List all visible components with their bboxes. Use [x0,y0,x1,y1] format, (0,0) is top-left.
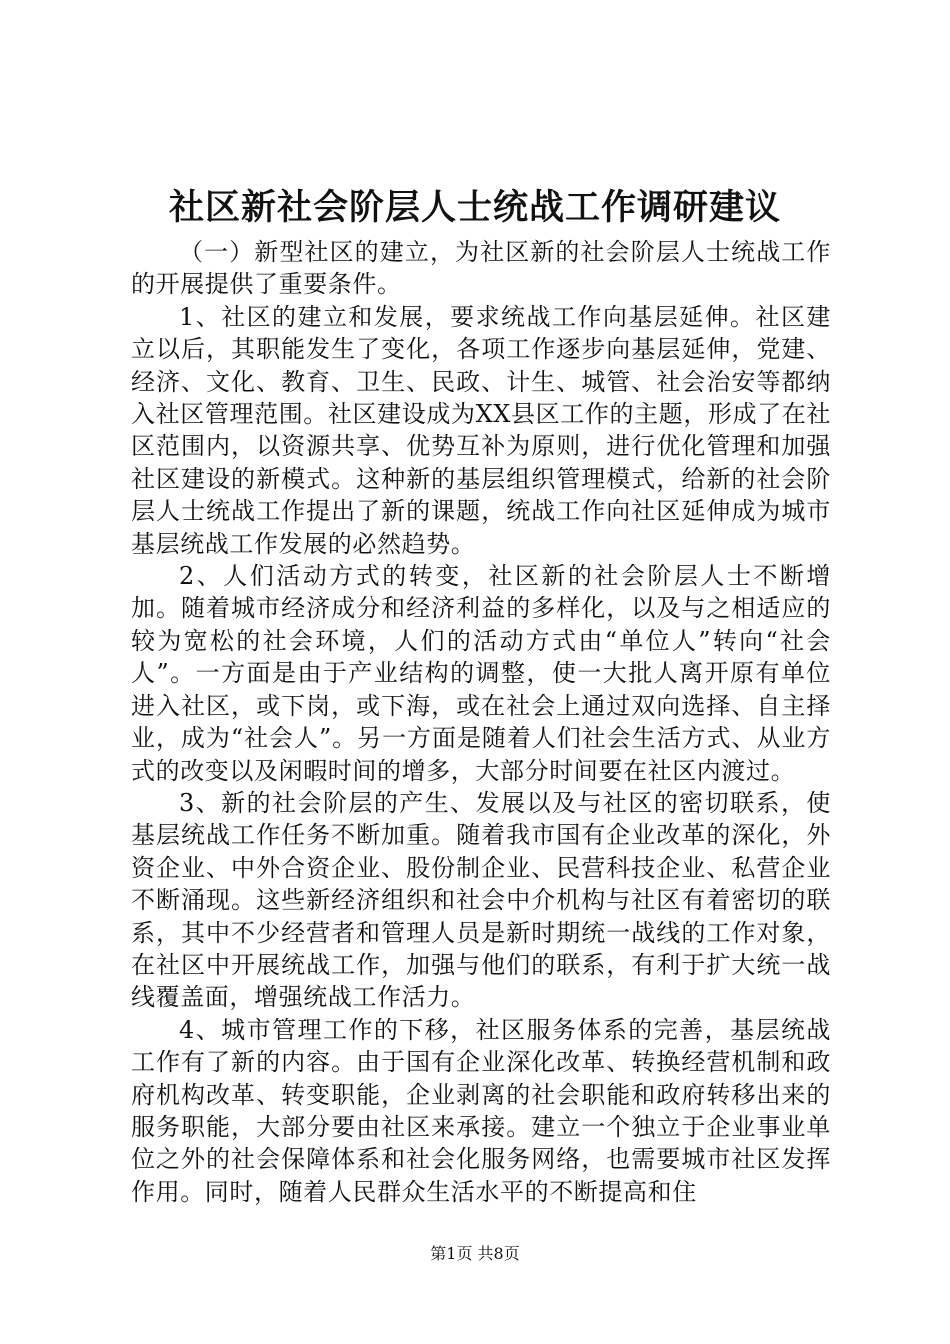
page-number-footer: 第1页 共8页 [430,1244,520,1263]
paragraph: （一）新型社区的建立，为社区新的社会阶层人士统战工作的开展提供了重要条件。 [131,238,831,299]
paragraph: 2、人们活动方式的转变，社区新的社会阶层人士不断增加。随着城市经济成分和经济利益的多样化，以及与之相适应的较为宽松的社会环境，人们的活动方式由“单位人”转向“社会人”。一方面是由于产业结构的调整，使一大批人离开原有单位进入社区，或下岗，或下海，或在社会上通过双向选择、自主择业，成为“社会人”。另一方面是随着人们社会生活方式、从业方式的改变以及闲暇时间的增多，大部分时间要在社区内渡过。 [131,562,831,785]
paragraph: 4、城市管理工作的下移，社区服务体系的完善，基层统战工作有了新的内容。由于国有企业深化改革、转换经营机制和政府机构改革、转变职能，企业剥离的社会职能和政府转移出来的服务职能，大部分要由社区来承接。建立一个独立于企业事业单位之外的社会保障体系和社会化服务网络，也需要城市社区发挥作用。同时，随着人民群众生活水平的不断提高和住 [131,1015,831,1206]
document-body [131,236,831,1208]
paragraph: 1、社区的建立和发展，要求统战工作向基层延伸。社区建立以后，其职能发生了变化，各项工作逐步向基层延伸，党建、经济、文化、教育、卫生、民政、计生、城管、社会治安等都纳入社区管理范围。社区建设成为XX县区工作的主题，形成了在社区范围内，以资源共享、优势互补为原则，进行优化管理和加强社区建设的新模式。这种新的基层组织管理模式，给新的社会阶层人士统战工作提出了新的课题，统战工作向社区延伸成为城市基层统战工作发展的必然趋势。 [131,302,831,558]
paragraph: 3、新的社会阶层的产生、发展以及与社区的密切联系，使基层统战工作任务不断加重。随着我市国有企业改革的深化，外资企业、中外合资企业、股份制企业、民营科技企业、私营企业不断涌现。这些新经济组织和社会中介机构与社区有着密切的联系，其中不少经营者和管理人员是新时期统一战线的工作对象，在社区中开展统战工作，加强与他们的联系，有利于扩大统一战线覆盖面，增强统战工作活力。 [131,788,831,1012]
document-title: 社区新社会阶层人士统战工作调研建议 [168,187,781,228]
